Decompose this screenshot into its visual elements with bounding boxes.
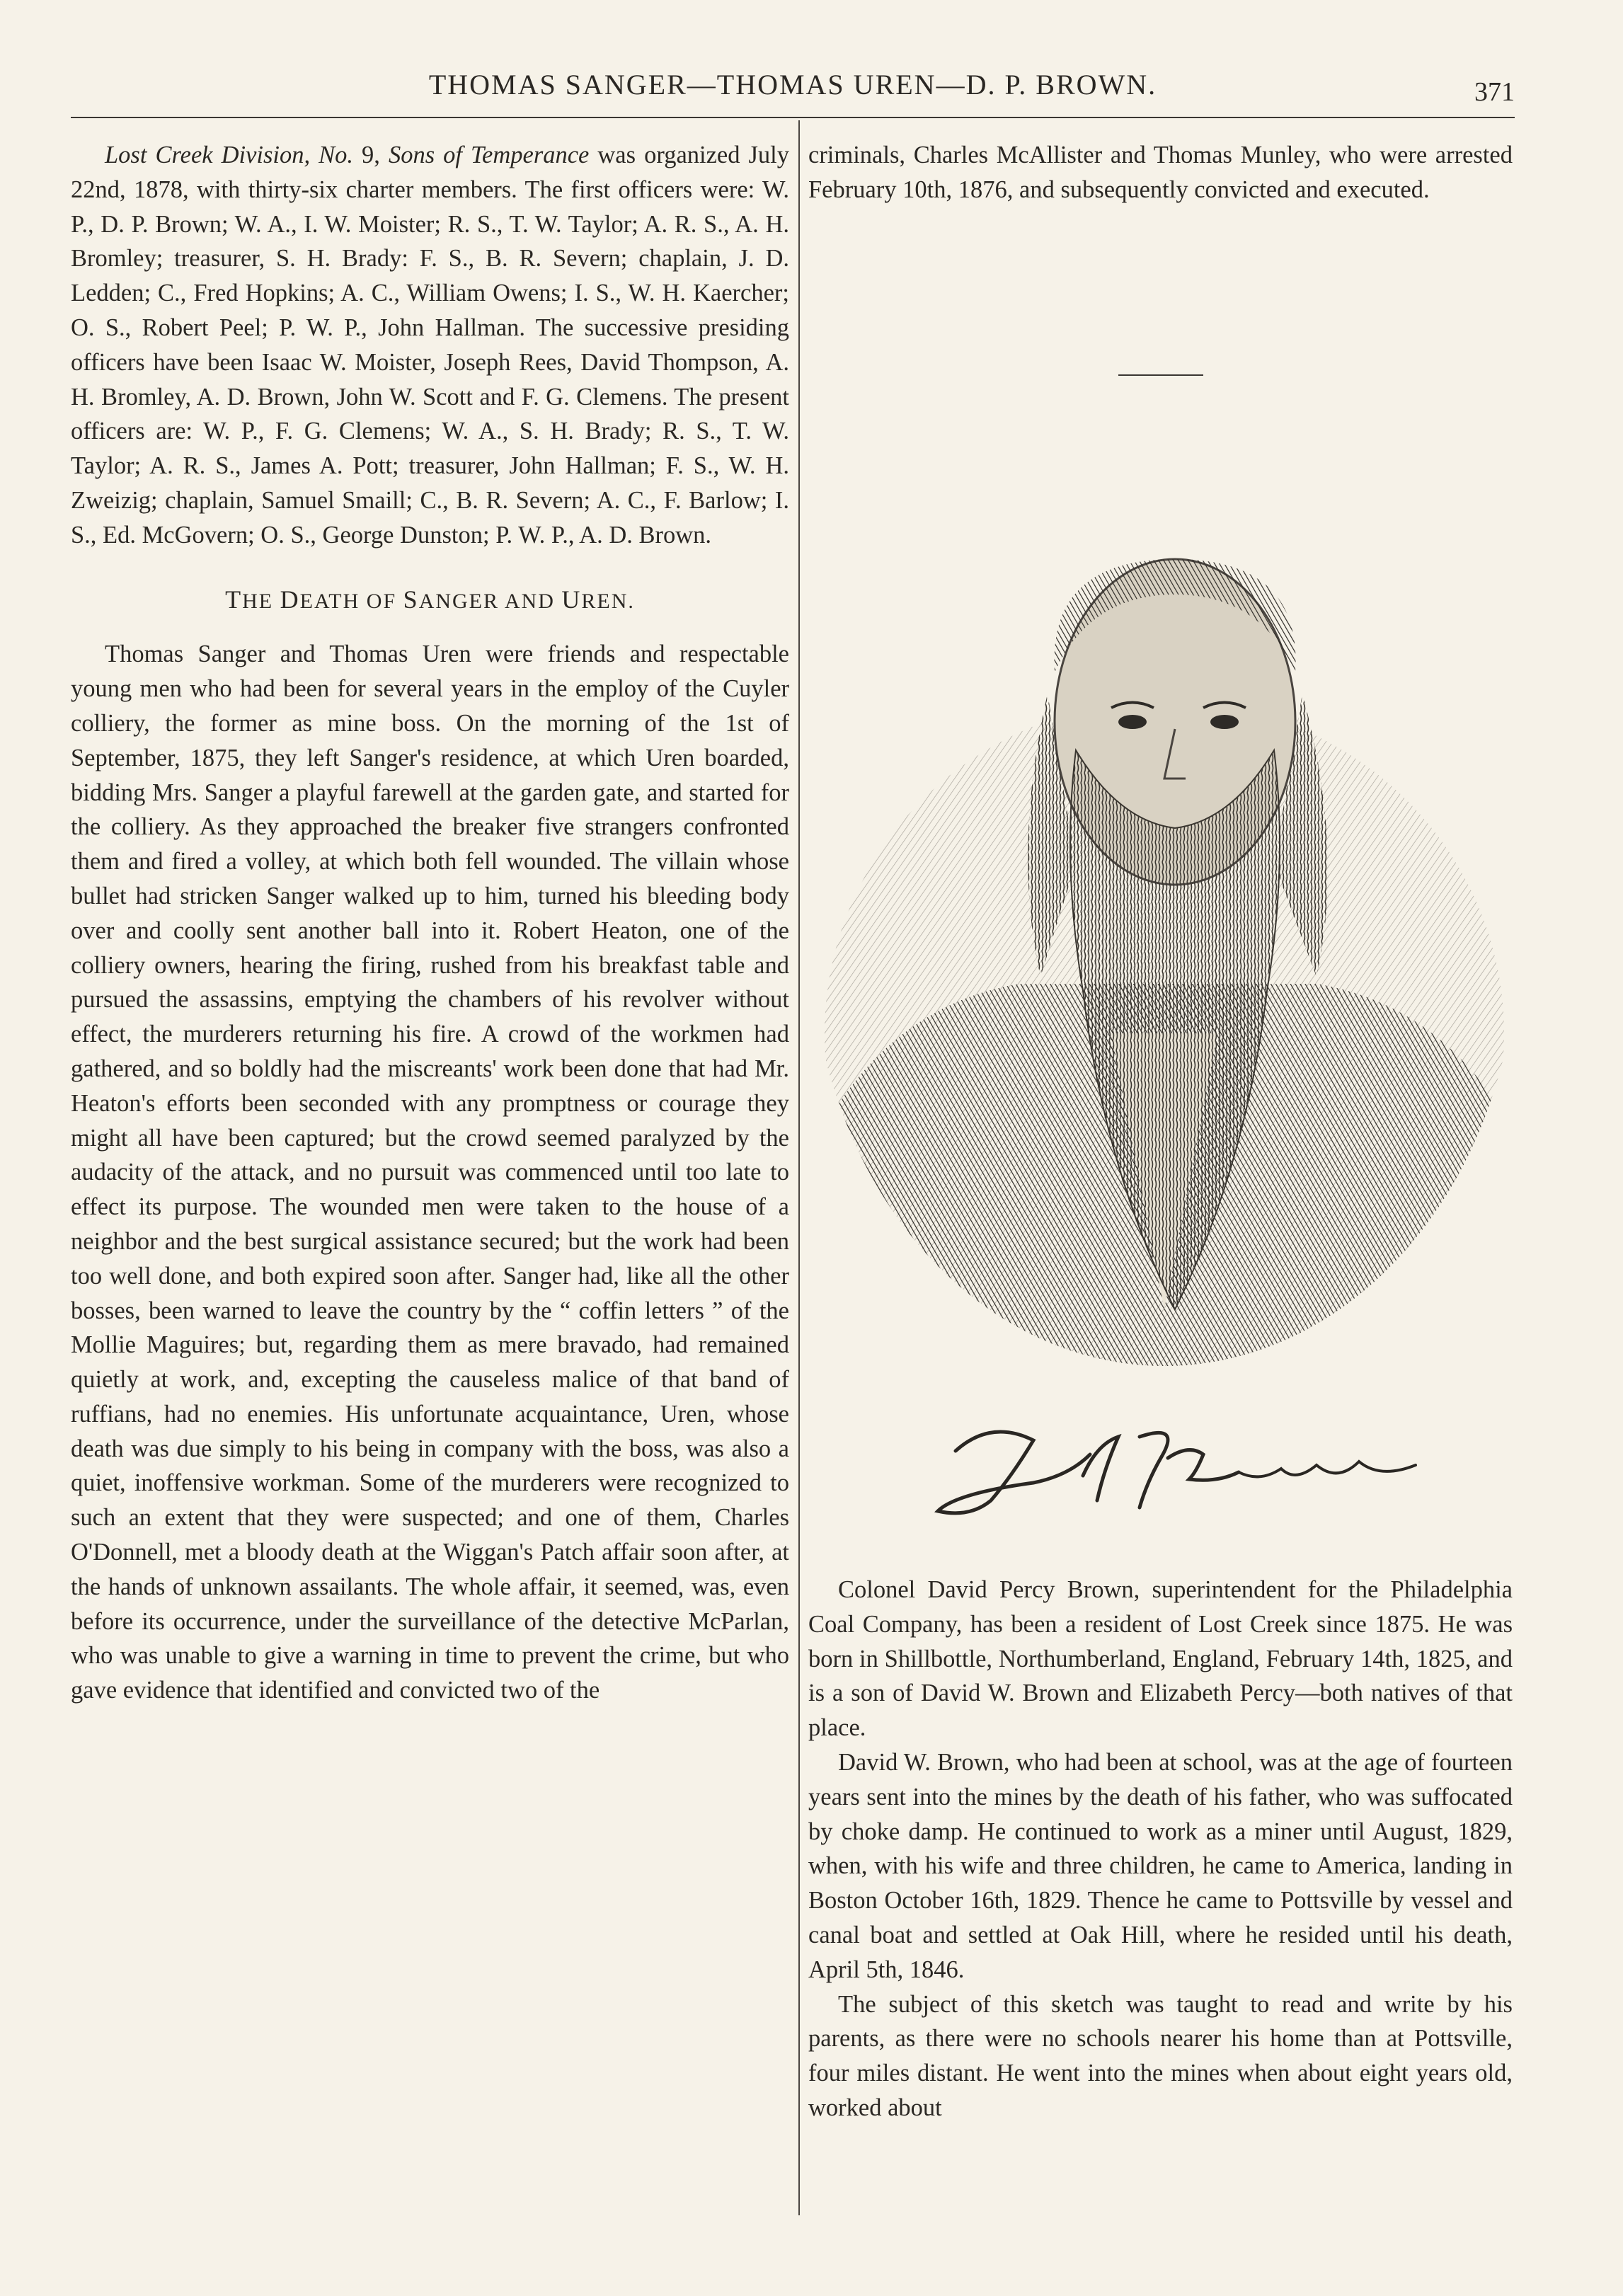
society-name: Sons of Temperance — [388, 142, 590, 168]
section-separator — [1118, 374, 1203, 376]
portrait-engraving — [807, 495, 1522, 1416]
father-paragraph: David W. Brown, who had been at school, was at the age of fourteen years sent into the mines by the death of his father, who was suffocated by choke damp. He continued to work as a miner until August, 1829, when, with his wife and three children, he came to America, landing in Boston October 16th, 1829. Thence he came to Pottsville by vessel and canal boat and settled at Oak Hill, where he resided until his death, April 5th, 1846. — [808, 1748, 1513, 1983]
page-number: 371 — [1474, 77, 1515, 107]
signature-drawing — [927, 1416, 1465, 1522]
right-column-bottom — [808, 1573, 1513, 2125]
division-number: 9, — [353, 142, 389, 168]
page-header — [71, 68, 1515, 110]
division-name: Lost Creek Division, No. — [105, 142, 354, 168]
continued-paragraph: criminals, Charles McAllister and Thomas Munley, who were arrested February 10th, 1876, and subsequently convicted and executed. — [808, 142, 1513, 203]
temperance-text: was organized July 22nd, 1878, with thirty-six charter members. The first officers were: W. P., D. P. Brown; W. A., I. W. Moister; R. S., T. W. Taylor; A. R. S., A. H. Bromley; treasurer, S. H. Brady: F. S., B. R. Severn; chaplain, J. D. Ledden; C., Fred Hopkins; A. C., William Owens; I. S., W. H. Kaercher; O. S., Robert Peel; P. W. P., John Hallman. The successive presiding officers have been Isaac W. Moister, Joseph Rees, David Thompson, A. H. Bromley, A. D. Brown, John W. Scott and F. G. Clemens. The present officers are: W. P., F. G. Clemens; W. A., S. H. Brady; R. S., T. W. Taylor; A. R. S., James A. Pott; treasurer, John Hallman; F. S., W. H. Zweizig; chaplain, Samuel Smaill; C., B. R. Severn; A. C., F. Barlow; I. S., Ed. McGovern; O. S., George Dunston; P. W. P., A. D. Brown. — [71, 142, 789, 549]
education-paragraph: The subject of this sketch was taught to read and write by his parents, as there were no schools nearer his home than at Pottsville, four miles distant. He went into the mines when about eight years old, worked about — [808, 1990, 1513, 2121]
section-heading: THE DEATH OF SANGER AND UREN. — [225, 585, 635, 614]
temperance-paragraph — [71, 138, 789, 553]
header-rule — [71, 117, 1515, 118]
left-column — [71, 138, 789, 1708]
sanger-uren-paragraph: Thomas Sanger and Thomas Uren were friends and respectable young men who had been for several years in the employ of the Cuyler colliery, the former as mine boss. On the morning of the 1st of September, 1875, they left Sanger's residence, at which Uren boarded, bidding Mrs. Sanger a playful farewell at the garden gate, and started for the colliery. As they approached the breaker five strangers confronted them and fired a volley, at which both fell wounded. The villain whose bullet had stricken Sanger walked up to him, turned his bleeding body over and coolly sent another ball into it. Robert Heaton, one of the colliery owners, hearing the firing, rushed from his breakfast table and pursued the assassins, emptying the chambers of his revolver without effect, the murderers returning his fire. A crowd of the workmen had gathered, and so boldly had the miscreants' work been done that had Mr. Heaton's efforts been seconded with any promptness or courage they might all have been captured; but the crowd seemed paralyzed by the audacity of the attack, and no pursuit was commenced until too late to effect its purpose. The wounded men were taken to the house of a neighbor and the best surgical assistance secured; but the work had been too well done, and both expired soon after. Sanger had, like all the other bosses, been warned to leave the country by the “ coffin letters ” of the Mollie Maguires; but, regarding them as mere bravado, had remained quietly at work, and, excepting the causeless malice of that band of ruffians, had no enemies. His unfortunate acquaintance, Uren, whose death was due simply to his being in company with the boss, was also a quiet, inoffensive workman. Some of the murderers were recognized to such an extent that they were suspected; and one of them, Charles O'Donnell, met a bloody death at the Wiggan's Patch affair soon after, at the hands of unknown assailants. The whole affair, it seemed, was, even before its occurrence, under the surveillance of the detective McParlan, who was unable to give a warning in time to prevent the crime, but who gave evidence that identified and convicted two of the — [71, 641, 789, 1704]
right-column-top — [808, 138, 1513, 207]
brown-intro-paragraph: Colonel David Percy Brown, superintendent for the Philadelphia Coal Company, has been a resident of Lost Creek since 1875. He was born in Shillbottle, Northumberland, England, February 14th, 1825, and is a son of David W. Brown and Elizabeth Percy—both natives of that place. — [808, 1576, 1513, 1742]
column-divider — [798, 120, 800, 2215]
running-head: THOMAS SANGER—THOMAS UREN—D. P. BROWN. — [428, 69, 1157, 101]
